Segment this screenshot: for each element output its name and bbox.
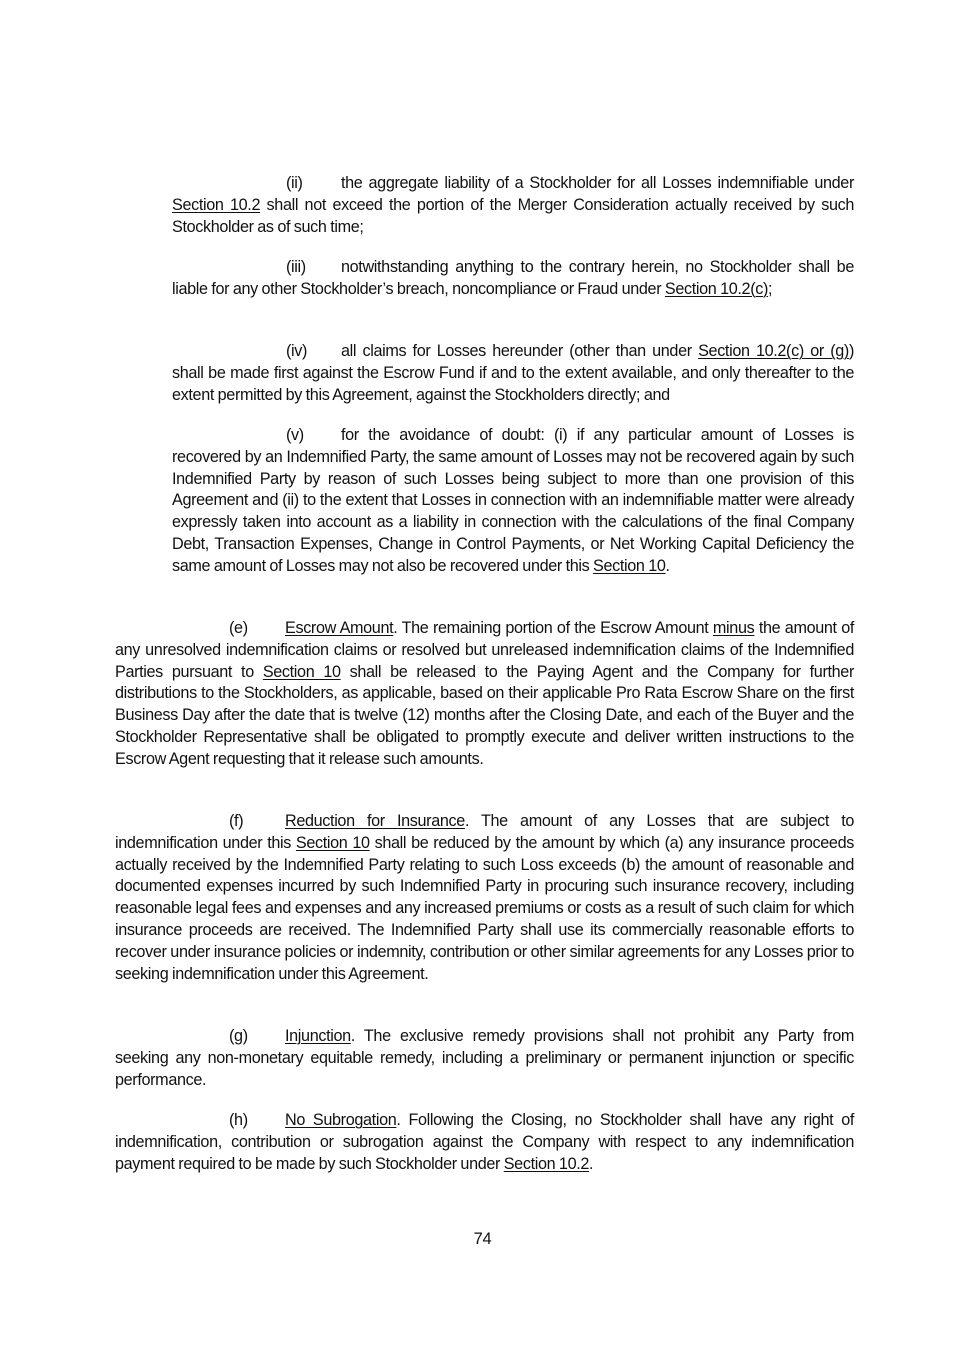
section-g-injunction: [115, 1026, 854, 1091]
section-number: (h): [229, 1111, 248, 1129]
clause-number: (iv): [286, 342, 308, 360]
emphasis-term: minus: [712, 619, 755, 637]
section-e-escrow-amount: [115, 618, 854, 771]
clause-number: (iii): [286, 258, 306, 276]
section-text: shall be reduced by the amount by which (a) any insurance proceeds actually received by the Indemnified Party relating to such Loss exceeds (b) the amount of reasonable and documented expenses incurred by such Indemnified Party in procuring such insurance recovery, including reasonable legal fees and expenses and any increased premiums or costs as a result of such claim for which insurance proceeds are received. The Indemnified Party shall use its commercially reasonable efforts to recover under insurance policies or indemnity, contribution or other similar agreements for any Losses prior to seeking indemnification under this Agreement.: [115, 833, 854, 983]
section-text: . The amount of any Losses that are subject to indemnification under this: [115, 812, 854, 852]
section-text: the amount of any unresolved indemnification claims or resolved but unreleased indemnification claims of the Indemnified Parties pursuant to: [115, 619, 854, 681]
section-text: . Following the Closing, no Stockholder shall have any right of indemnification, contribution or subrogation against the Company with respect to any indemnification payment required to be made by such Stockholder under: [115, 1111, 855, 1173]
section-text: shall be released to the Paying Agent and the Company for further distributions to the Stockholders, as applicable, based on their applicable Pro Rata Escrow Share on the first Business Day after the date that is twelve (12) months after the Closing Date, and each of the Buyer and the Stockholder Representative shall be obligated to promptly execute and deliver written instructions to the Escrow Agent requesting that it release such amounts.: [115, 662, 854, 768]
section-heading: Reduction for Insurance: [285, 812, 465, 830]
section-heading: Injunction: [285, 1027, 351, 1045]
clause-text: ;: [768, 279, 773, 298]
section-reference: Section 10: [593, 556, 666, 575]
section-reference: Section 10.2: [172, 195, 261, 214]
clause-text: the aggregate liability of a Stockholder for all Losses indemnifiable under: [341, 174, 854, 192]
clause-ii: [172, 173, 854, 238]
section-reference: Section 10.2(c): [664, 279, 769, 298]
section-number: (g): [229, 1027, 248, 1045]
section-heading: No Subrogation: [285, 1111, 397, 1129]
page-number: 74: [473, 1230, 492, 1248]
clause-iv: [172, 341, 854, 406]
section-f-reduction-for-insurance: [115, 811, 854, 985]
section-reference: Section 10.2: [503, 1154, 590, 1173]
section-reference: Section 10: [295, 833, 370, 852]
clause-text: for the avoidance of doubt: (i) if any particular amount of Losses is recovered by an Indemnified Party, the same amount of Losses may not be recovered again by such Indemnified Party by reason of such Losses being subject to more than one provision of this Agreement and (ii) to the extent that Losses in connection with an indemnifiable matter were already expressly taken into account as a liability in connection with the calculations of the final Company Debt, Transaction Expenses, Change in Control Payments, or Net Working Capital Deficiency the same amount of Losses may not also be recovered under this: [172, 426, 854, 575]
clause-number: (v): [286, 426, 304, 444]
section-text: . The remaining portion of the Escrow Amount: [393, 619, 713, 637]
clause-text: all claims for Losses hereunder (other than under: [341, 342, 699, 360]
section-reference: Section 10.2(c) or (g): [698, 342, 849, 360]
clause-text: ) shall be made first against the Escrow Fund if and to the extent available, and only thereafter to the extent permitted by this Agreement, against the Stockholders directly; and: [172, 342, 854, 404]
clause-iii: [172, 257, 854, 301]
section-reference: Section 10: [262, 662, 341, 681]
clause-v: [172, 425, 854, 578]
clause-text: shall not exceed the portion of the Merger Consideration actually received by such Stockholder as of such time;: [172, 195, 854, 236]
clause-text: .: [665, 556, 670, 575]
section-heading: Escrow Amount: [285, 619, 394, 637]
clause-number: (ii): [286, 174, 303, 192]
section-number: (f): [229, 812, 244, 830]
section-number: (e): [229, 619, 248, 637]
section-text: .: [589, 1154, 594, 1173]
clause-text: notwithstanding anything to the contrary herein, no Stockholder shall be liable for any other Stockholder’s breach, noncompliance or Fraud under: [172, 258, 854, 298]
section-h-no-subrogation: [115, 1110, 854, 1175]
section-text: . The exclusive remedy provisions shall not prohibit any Party from seeking any non-monetary equitable remedy, including a preliminary or permanent injunction or specific performance.: [115, 1027, 854, 1089]
